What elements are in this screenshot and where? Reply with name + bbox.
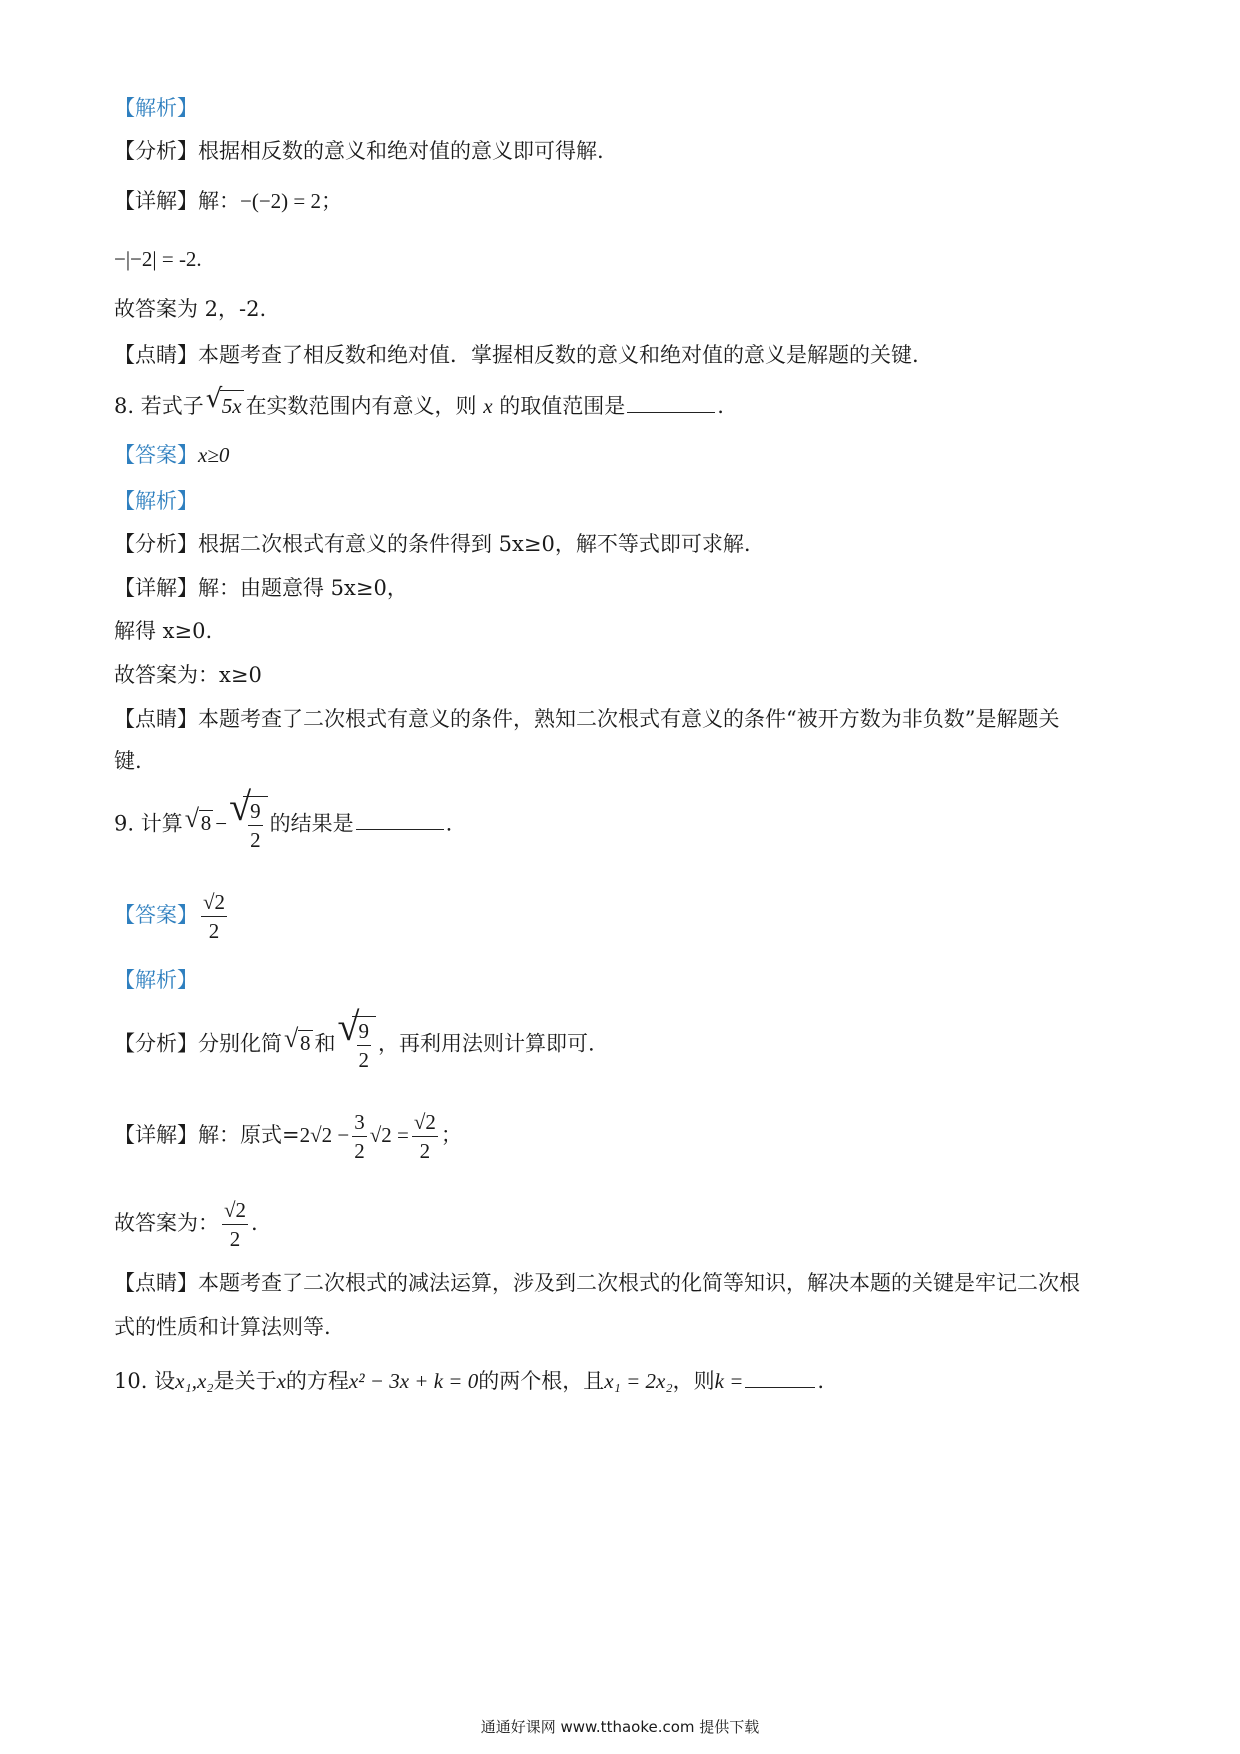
- analysis-tag-9: 【解析】: [114, 968, 198, 992]
- sqrt-expression: √ 5x: [206, 390, 244, 421]
- analysis-9: 【分析】分别化简 √ 8 和 √ $\frac{9}{2}$ ，再利用法则计算即可.: [114, 1004, 595, 1072]
- answer-blank: [356, 809, 444, 830]
- final-answer-9: 故答案为： $\frac{√2}{2}$ .: [114, 1198, 258, 1251]
- analysis-8: 【分析】根据二次根式有意义的条件得到 5x≥0，解不等式即可求解.: [114, 532, 751, 556]
- comment-9: 【点睛】本题考查了二次根式的减法运算，涉及到二次根式的化简等知识，解决本题的关键是牢记二次根: [114, 1271, 1080, 1295]
- question-8: 8. 若式子 √ 5x 在实数范围内有意义，则 x 的取值范围是 .: [114, 390, 724, 421]
- question-10: 10. 设x₁,x₂是关于x的方程x² − 3x + k = 0的两个根，且x₁ = 2x₂，则k = .: [114, 1369, 825, 1393]
- answer-9: 【答案】 $\frac{√2}{2}$: [114, 890, 226, 943]
- detail-8b: 解得 x≥0.: [114, 619, 213, 643]
- question-9: 9. 计算 √ 8 − √ $\frac{9}{2}$ 的结果是 .: [114, 784, 453, 852]
- detail-line-2: −|−2| = -2.: [114, 247, 202, 271]
- analysis-tag-8: 【解析】: [114, 489, 198, 513]
- answer-line: 故答案为 2，-2.: [114, 297, 267, 321]
- footer-text: 通通好课网 www.tthaoke.com 提供下载: [480, 1718, 760, 1736]
- answer-8: 【答案】x≥0: [114, 443, 230, 467]
- comment-8: 【点睛】本题考查了二次根式有意义的条件，熟知二次根式有意义的条件“被开方数为非负数”是解题关: [114, 707, 1060, 731]
- comment-9b: 式的性质和计算法则等.: [114, 1315, 331, 1339]
- detail-8: 【详解】解：由题意得 5x≥0，: [114, 576, 408, 600]
- analysis-tag: 【解析】: [114, 96, 198, 120]
- comment-8b: 键.: [114, 749, 142, 773]
- comment-line: 【点睛】本题考查了相反数和绝对值．掌握相反数的意义和绝对值的意义是解题的关键.: [114, 343, 919, 367]
- answer-blank: [627, 392, 715, 413]
- answer-blank: [745, 1367, 815, 1388]
- final-answer-8: 故答案为：x≥0: [114, 663, 262, 687]
- detail-line: 【详解】解：−(−2) = 2；: [114, 189, 343, 213]
- detail-9: 【详解】解：原式=2√2 − $\frac{3}{2}$ √2 = $\frac{√2}{2}$ ；: [114, 1110, 462, 1163]
- analysis-line: 【分析】根据相反数的意义和绝对值的意义即可得解.: [114, 139, 604, 163]
